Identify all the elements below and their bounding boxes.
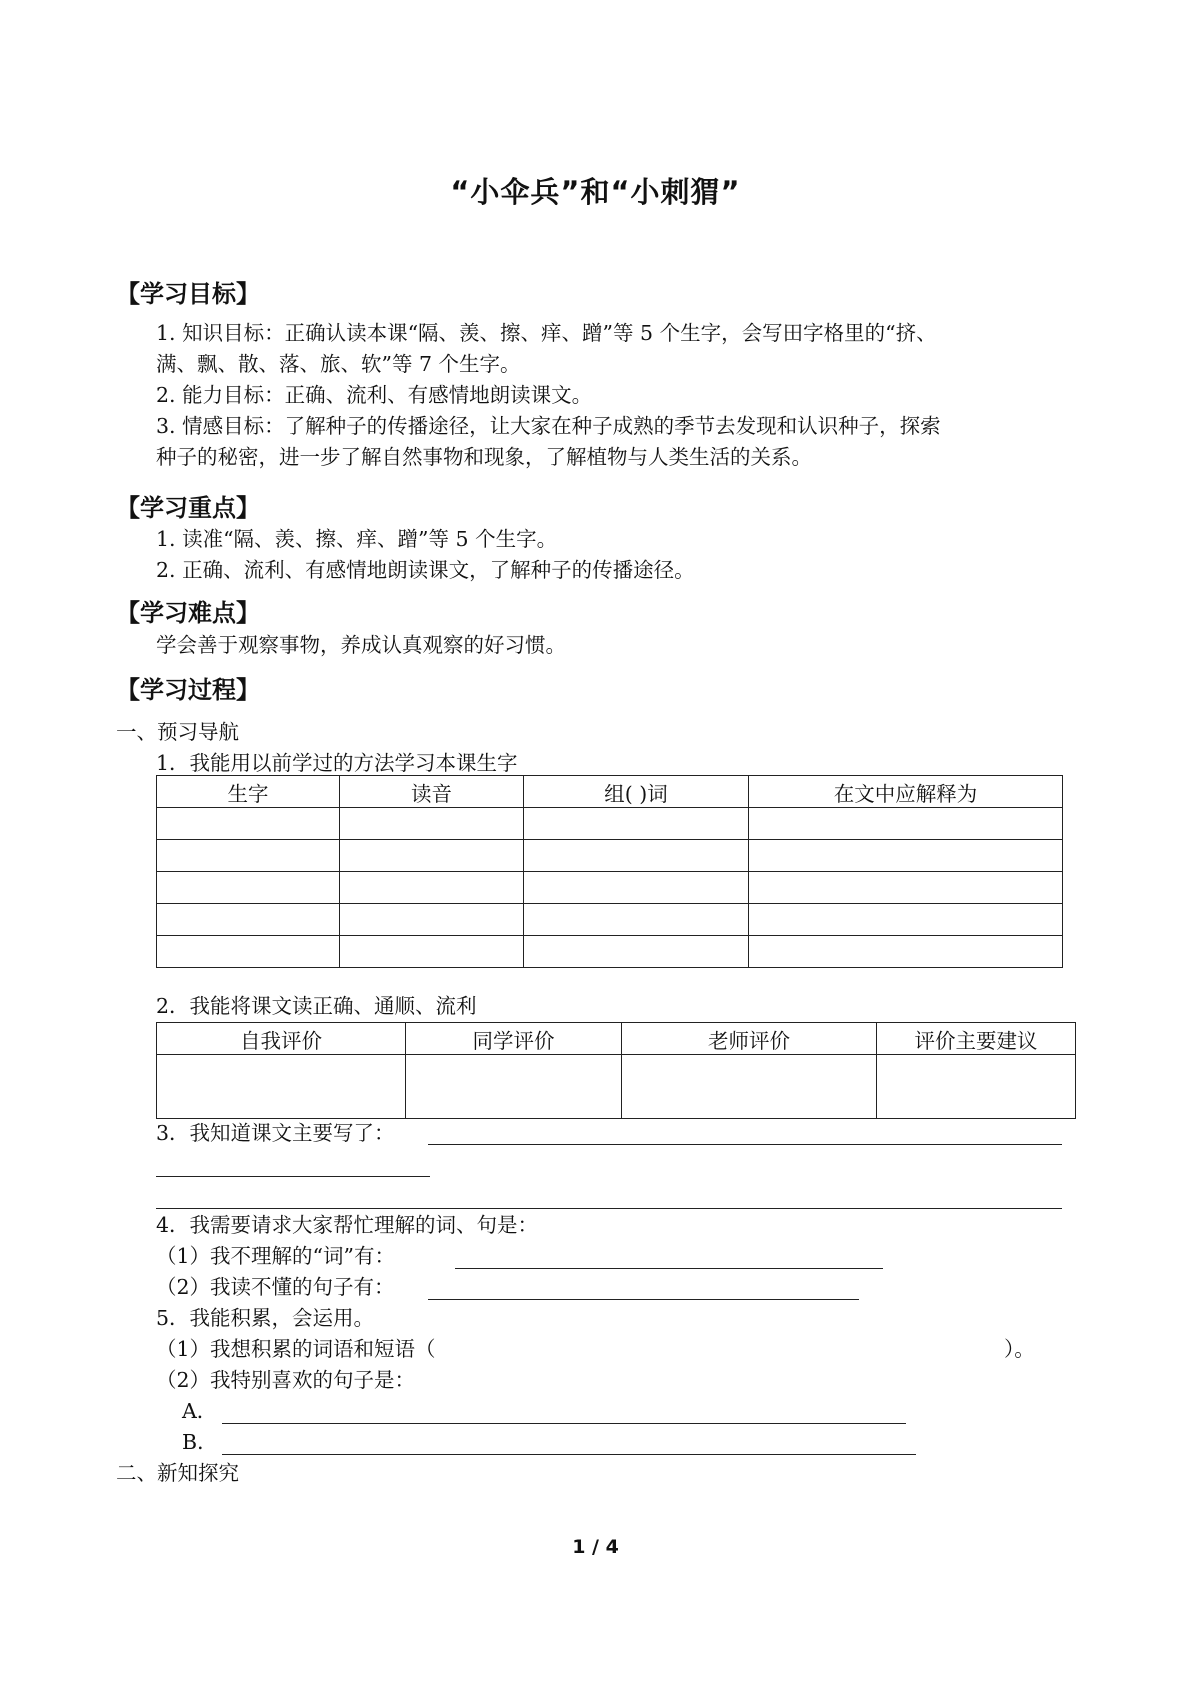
goal-line: 种子的秘密，进一步了解自然事物和现象，了解植物与人类生活的关系。 xyxy=(156,445,812,469)
table-header-cell: 在文中应解释为 xyxy=(749,776,1063,808)
blank-cell[interactable] xyxy=(157,1055,406,1119)
table-row xyxy=(157,936,1063,968)
goal-line: 1. 知识目标：正确认读本课“隔、羡、擦、痒、蹭”等 5 个生字，会写田字格里的“挤、 xyxy=(156,321,937,345)
blank-cell[interactable] xyxy=(622,1055,877,1119)
table-header-cell: 老师评价 xyxy=(622,1023,877,1055)
blank-cell[interactable] xyxy=(749,840,1063,872)
page-title: “小伞兵”和“小刺猬” xyxy=(450,175,741,209)
item1-label: 1．我能用以前学过的方法学习本课生字 xyxy=(156,751,518,775)
table-header-cell: 读音 xyxy=(340,776,524,808)
option-b-label: B． xyxy=(182,1430,218,1454)
part2-heading: 二、新知探究 xyxy=(116,1461,239,1485)
goal-line: 满、飘、散、落、旅、软”等 7 个生字。 xyxy=(156,352,521,376)
key-point-line: 2. 正确、流利、有感情地朗读课文，了解种子的传播途径。 xyxy=(156,558,695,582)
table-header-cell: 自我评价 xyxy=(157,1023,406,1055)
item5-label: 5．我能积累，会运用。 xyxy=(156,1306,375,1330)
table-row xyxy=(157,840,1063,872)
goal-line: 2. 能力目标：正确、流利、有感情地朗读课文。 xyxy=(156,383,593,407)
blank-cell[interactable] xyxy=(157,840,340,872)
table-row xyxy=(157,872,1063,904)
item2-label: 2．我能将课文读正确、通顺、流利 xyxy=(156,994,477,1018)
part1-heading: 一、预习导航 xyxy=(116,720,239,744)
table-header-row xyxy=(157,776,1063,808)
page-number: 1 / 4 xyxy=(572,1536,619,1558)
blank-cell[interactable] xyxy=(340,904,524,936)
item4-label: 4．我需要请求大家帮忙理解的词、句是： xyxy=(156,1213,539,1237)
blank-cell[interactable] xyxy=(749,904,1063,936)
table-row xyxy=(157,904,1063,936)
section-heading-process: 【学习过程】 xyxy=(116,676,260,704)
table-header-cell: 生字 xyxy=(157,776,340,808)
blank-cell[interactable] xyxy=(749,936,1063,968)
item4-2-label: （2）我读不懂的句子有： xyxy=(156,1275,395,1299)
blank-cell[interactable] xyxy=(749,808,1063,840)
blank-cell[interactable] xyxy=(524,904,749,936)
blank-cell[interactable] xyxy=(157,904,340,936)
table-header-cell: 评价主要建议 xyxy=(877,1023,1076,1055)
answer-line[interactable] xyxy=(428,1299,859,1300)
section-heading-key-points: 【学习重点】 xyxy=(116,494,260,522)
blank-cell[interactable] xyxy=(524,872,749,904)
table-row xyxy=(157,808,1063,840)
blank-cell[interactable] xyxy=(340,840,524,872)
blank-cell[interactable] xyxy=(157,808,340,840)
blank-cell[interactable] xyxy=(340,872,524,904)
item5-1-label: （1）我想积累的词语和短语（ xyxy=(156,1337,436,1361)
blank-cell[interactable] xyxy=(157,872,340,904)
item5-2-label: （2）我特别喜欢的句子是： xyxy=(156,1368,416,1392)
blank-cell[interactable] xyxy=(340,936,524,968)
table-header-cell: 同学评价 xyxy=(406,1023,622,1055)
section-heading-difficulties: 【学习难点】 xyxy=(116,599,260,627)
blank-cell[interactable] xyxy=(524,840,749,872)
answer-line[interactable] xyxy=(428,1144,1062,1145)
table-header-row xyxy=(157,1023,1076,1055)
answer-line[interactable] xyxy=(156,1176,430,1177)
item4-1-label: （1）我不理解的“词”有： xyxy=(156,1244,396,1268)
item5-1-close: ）。 xyxy=(1004,1337,1035,1361)
evaluation-table xyxy=(156,1022,1076,1119)
table-row xyxy=(157,1055,1076,1119)
blank-cell[interactable] xyxy=(877,1055,1076,1119)
blank-cell[interactable] xyxy=(340,808,524,840)
difficulty-line: 学会善于观察事物，养成认真观察的好习惯。 xyxy=(156,633,566,657)
option-a-label: A． xyxy=(182,1399,218,1423)
goal-line: 3. 情感目标：了解种子的传播途径，让大家在种子成熟的季节去发现和认识种子，探索 xyxy=(156,414,941,438)
key-point-line: 1. 读准“隔、羡、擦、痒、蹭”等 5 个生字。 xyxy=(156,527,558,551)
answer-line[interactable] xyxy=(156,1208,1062,1209)
blank-cell[interactable] xyxy=(406,1055,622,1119)
section-heading-goals: 【学习目标】 xyxy=(116,280,260,308)
table-header-cell: 组( )词 xyxy=(524,776,749,808)
blank-cell[interactable] xyxy=(749,872,1063,904)
character-study-table xyxy=(156,775,1063,968)
blank-cell[interactable] xyxy=(524,936,749,968)
answer-line[interactable] xyxy=(222,1423,906,1424)
blank-cell[interactable] xyxy=(524,808,749,840)
blank-cell[interactable] xyxy=(157,936,340,968)
item3-label: 3．我知道课文主要写了： xyxy=(156,1121,395,1145)
answer-line[interactable] xyxy=(455,1268,883,1269)
answer-line[interactable] xyxy=(222,1454,916,1455)
